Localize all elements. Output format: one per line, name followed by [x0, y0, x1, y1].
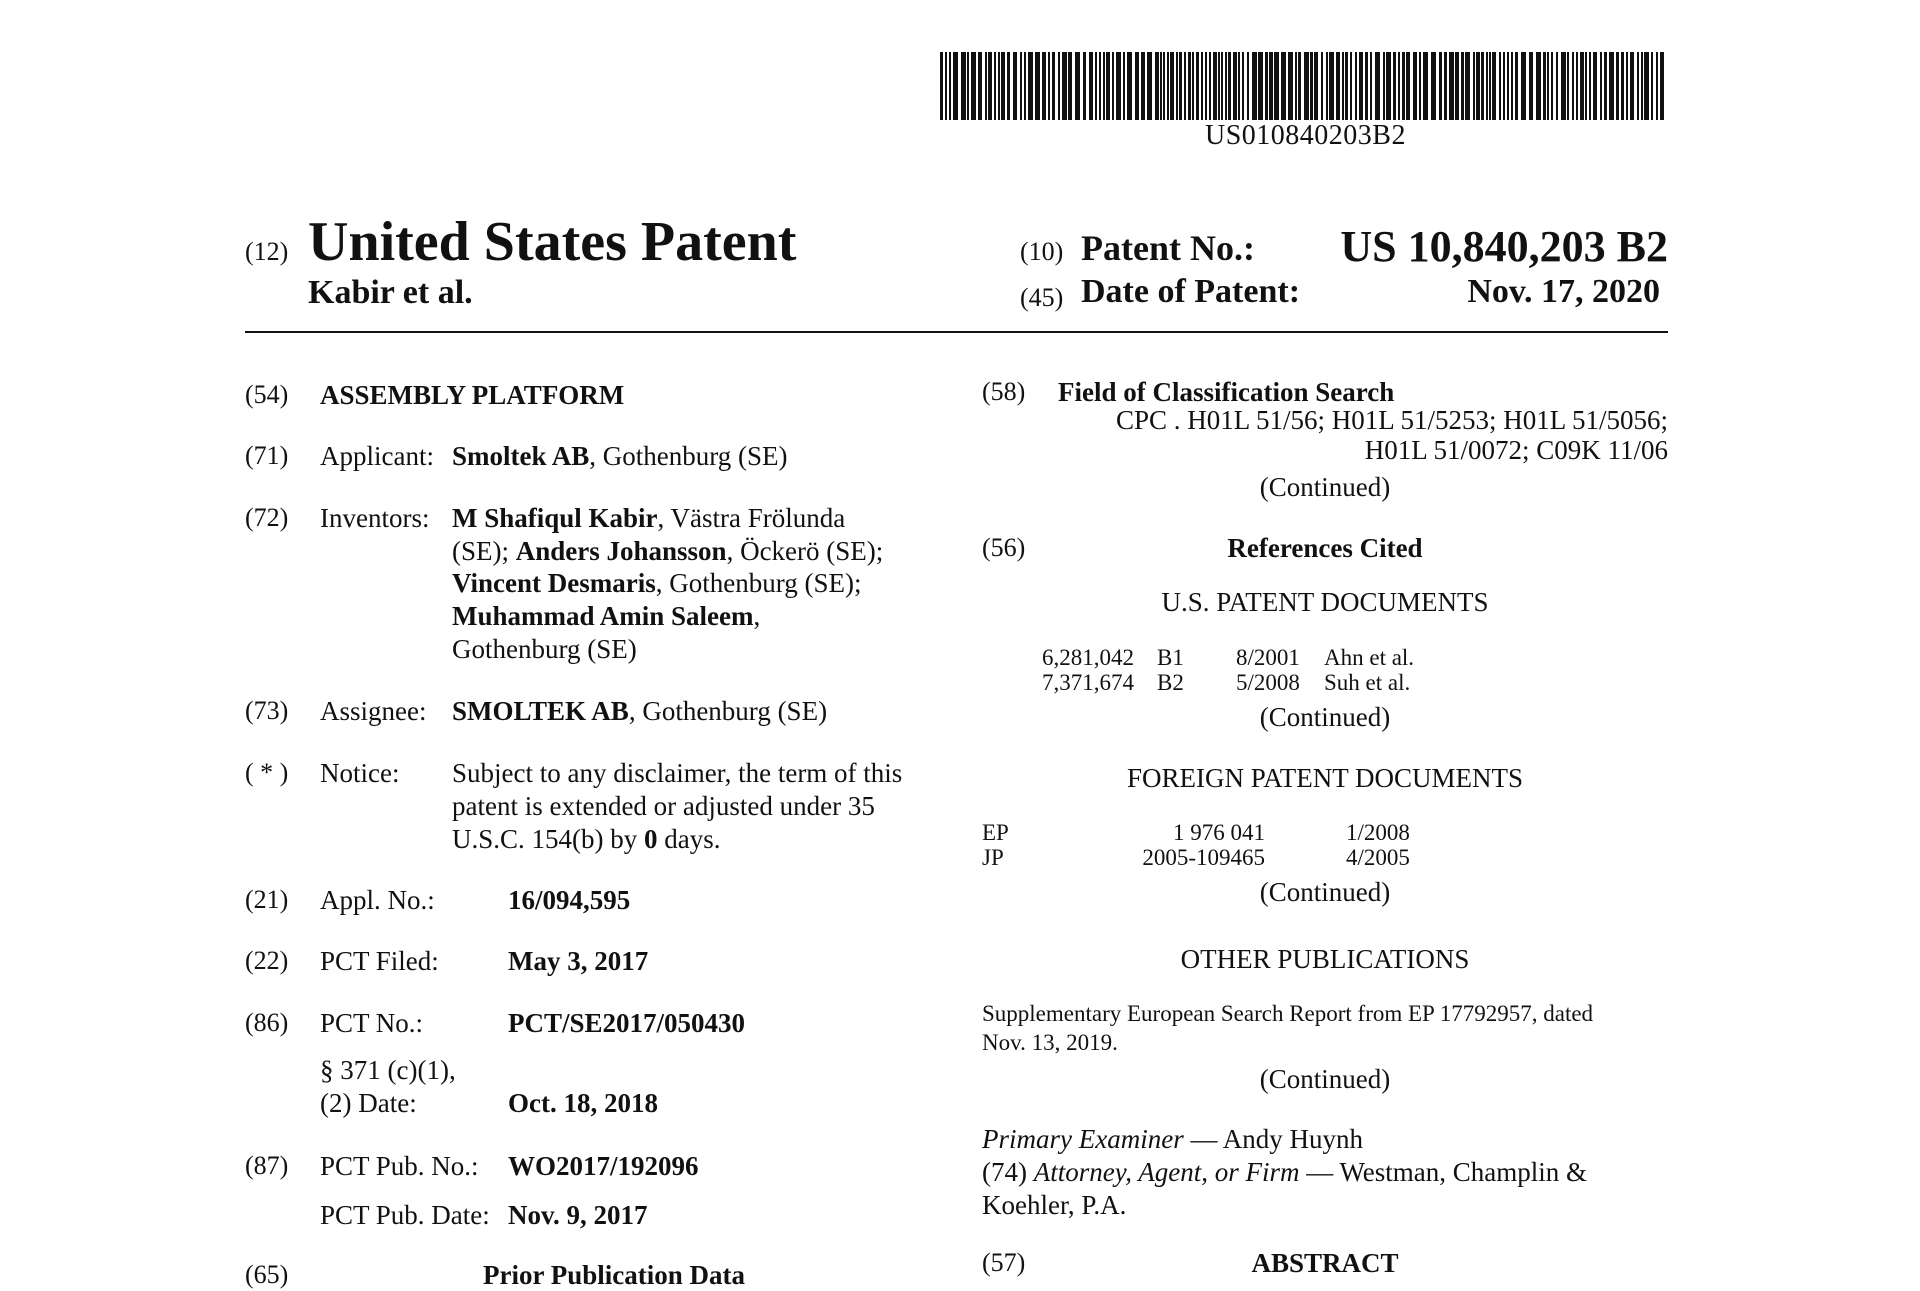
barcode-bar	[1147, 52, 1152, 120]
barcode-bar	[1196, 52, 1199, 120]
assignee-label: Assignee:	[320, 696, 427, 726]
notice-line-2: patent is extended or adjusted under 35	[452, 791, 875, 821]
attorney-line-1	[982, 1157, 1587, 1188]
barcode-bar	[1492, 52, 1496, 120]
code-56: (56)	[982, 533, 1026, 562]
barcode-bar	[1170, 52, 1174, 120]
barcode-bar	[961, 52, 966, 120]
pct-pub-date-label: PCT Pub. Date:	[320, 1200, 490, 1230]
attorney-dash: —	[1299, 1157, 1340, 1187]
barcode-graphic	[940, 52, 1666, 120]
inventor-line-2	[452, 536, 883, 567]
barcode-bar	[1192, 52, 1194, 120]
barcode-bar	[1486, 52, 1488, 120]
barcode-bar	[1024, 52, 1026, 120]
barcode-bar	[985, 52, 987, 120]
classification-continued: (Continued)	[1259, 472, 1391, 502]
barcode-bar	[1621, 52, 1624, 120]
barcode-bar	[1551, 52, 1553, 120]
code-73: (73)	[245, 696, 289, 725]
inventor-name-3: Vincent Desmaris	[452, 568, 656, 598]
barcode-bar	[1221, 52, 1223, 120]
barcode-bar	[1402, 52, 1405, 120]
us-doc-date: 8/2001	[1236, 645, 1300, 670]
barcode-bar	[1310, 52, 1313, 120]
barcode-bar	[1616, 52, 1619, 120]
us-doc-number: 7,371,674	[1042, 670, 1134, 695]
barcode-bar	[1062, 52, 1067, 120]
notice-label: Notice:	[320, 758, 400, 788]
inventor-line-4	[452, 601, 760, 632]
barcode-bar	[1238, 52, 1240, 120]
barcode-bar	[1321, 52, 1323, 120]
barcode-bar	[1481, 52, 1484, 120]
pct-no-label: PCT No.:	[320, 1008, 424, 1038]
foreign-doc-country: EP	[982, 820, 1009, 845]
inventor-location-2: , Öckerö (SE);	[726, 536, 884, 566]
us-doc-number: 6,281,042	[1042, 645, 1134, 670]
foreign-doc-date: 4/2005	[1346, 845, 1410, 870]
barcode-bar	[971, 52, 976, 120]
barcode-bar	[1359, 52, 1363, 120]
inventor-punct-4: ,	[753, 601, 761, 631]
barcode-bar	[1007, 52, 1010, 120]
primary-examiner	[982, 1124, 1363, 1155]
applicant-label: Applicant:	[320, 441, 434, 471]
barcode-bar	[1160, 52, 1162, 120]
barcode-bar	[1656, 52, 1658, 120]
barcode-bar	[1068, 52, 1072, 120]
barcode-bar	[1252, 52, 1257, 120]
other-publications-heading: OTHER PUBLICATIONS	[1180, 944, 1470, 974]
barcode-bar	[1099, 52, 1101, 120]
abstract-heading: ABSTRACT	[1251, 1248, 1399, 1278]
code-57: (57)	[982, 1248, 1026, 1277]
barcode-bar	[1503, 52, 1505, 120]
barcode-bar	[1001, 52, 1005, 120]
patent-number: US 10,840,203 B2	[1340, 222, 1668, 271]
us-docs-continued: (Continued)	[1259, 702, 1391, 732]
barcode-bar	[1155, 52, 1159, 120]
barcode-bar	[1350, 52, 1352, 120]
code-87: (87)	[245, 1151, 289, 1180]
assignee-name: SMOLTEK AB	[452, 696, 629, 726]
code-72: (72)	[245, 503, 289, 532]
barcode-bar	[1630, 52, 1634, 120]
attorney-label: Attorney, Agent, or Firm	[1033, 1157, 1300, 1187]
barcode-bar	[1567, 52, 1569, 120]
section-371-date-value: Oct. 18, 2018	[508, 1088, 658, 1118]
barcode-bar	[1281, 52, 1286, 120]
pct-pub-date-value: Nov. 9, 2017	[508, 1200, 648, 1230]
barcode-bar	[1383, 52, 1385, 120]
inventor-location-1b: (SE);	[452, 536, 516, 566]
barcode-bar	[1651, 52, 1653, 120]
applicant-name: Smoltek AB	[452, 441, 590, 471]
foreign-doc-country: JP	[982, 845, 1004, 870]
barcode-bar	[1515, 52, 1518, 120]
barcode-bar	[1406, 52, 1410, 120]
barcode-bar	[1176, 52, 1178, 120]
examiner-dash: —	[1183, 1124, 1223, 1154]
inventor-name-4: Muhammad Amin Saleem	[452, 601, 754, 631]
barcode-bar	[1205, 52, 1207, 120]
barcode-bar	[1413, 52, 1417, 120]
barcode-bar	[1209, 52, 1211, 120]
other-publication-line-1: Supplementary European Search Report from EP 17792957, dated	[982, 1001, 1594, 1026]
date-of-patent-label: Date of Patent:	[1081, 273, 1301, 310]
code-74: (74)	[982, 1157, 1027, 1187]
inventor-location-1: , Västra Frölunda	[657, 503, 846, 533]
barcode-bar	[1419, 52, 1421, 120]
barcode-bar	[1013, 52, 1017, 120]
barcode-bar	[1580, 52, 1584, 120]
barcode-bar	[1499, 52, 1501, 120]
barcode-bar	[1637, 52, 1639, 120]
barcode-bar	[1247, 52, 1249, 120]
barcode-bar	[998, 52, 1000, 120]
barcode-bar	[1439, 52, 1442, 120]
primary-examiner-label: Primary Examiner	[982, 1124, 1184, 1154]
barcode-bar	[940, 52, 943, 120]
foreign-doc-number: 1 976 041	[1173, 820, 1265, 845]
barcode-bar	[1547, 52, 1549, 120]
barcode-bar	[1431, 52, 1436, 120]
barcode-bar	[1288, 52, 1293, 120]
barcode-bar	[1476, 52, 1480, 120]
applicant-location: , Gothenburg (SE)	[589, 441, 788, 471]
barcode-bar	[1233, 52, 1237, 120]
appl-no-label: Appl. No.:	[320, 885, 435, 915]
barcode-bar	[1020, 52, 1022, 120]
barcode-bar	[1167, 52, 1169, 120]
barcode-bar	[978, 52, 982, 120]
barcode-bar	[967, 52, 969, 120]
applicant-value	[452, 441, 788, 472]
document-title: United States Patent	[308, 211, 797, 273]
barcode-bar	[1529, 52, 1533, 120]
barcode-bar	[1258, 52, 1263, 120]
barcode-bar	[1386, 52, 1391, 120]
inventor-line-5: Gothenburg (SE)	[452, 634, 637, 664]
attorney-line-2: Koehler, P.A.	[982, 1190, 1127, 1220]
barcode-bar	[994, 52, 996, 120]
barcode-bar	[1455, 52, 1459, 120]
barcode-bar	[1269, 52, 1273, 120]
us-doc-kind: B1	[1157, 645, 1184, 670]
notice-line-3-post: days.	[657, 824, 721, 854]
barcode-bar	[1218, 52, 1220, 120]
barcode-bar	[1304, 52, 1309, 120]
barcode-bar	[1660, 52, 1664, 120]
barcode-bar	[1536, 52, 1541, 120]
inventor-name-1: M Shafiqul Kabir	[452, 503, 658, 533]
code-86: (86)	[245, 1008, 289, 1037]
barcode-bar	[1329, 52, 1334, 120]
barcode-bar	[1089, 52, 1093, 120]
notice-days: 0	[644, 824, 658, 854]
barcode-bar	[1116, 52, 1121, 120]
other-publication-line-2: Nov. 13, 2019.	[982, 1030, 1118, 1055]
pct-pub-no-value: WO2017/192096	[508, 1151, 699, 1181]
barcode-bar	[1641, 52, 1643, 120]
barcode-bar	[1048, 52, 1050, 120]
barcode-bar	[988, 52, 992, 120]
barcode-bar	[1600, 52, 1602, 120]
classification-line-1: CPC . H01L 51/56; H01L 51/5253; H01L 51/5056;	[1115, 405, 1668, 435]
code-54: (54)	[245, 380, 289, 409]
code-65: (65)	[245, 1260, 289, 1289]
pct-no-value: PCT/SE2017/050430	[508, 1008, 746, 1038]
assignee-location: , Gothenburg (SE)	[628, 696, 828, 726]
barcode-bar	[1213, 52, 1217, 120]
barcode-bar	[1112, 52, 1114, 120]
barcode-bar	[1103, 52, 1105, 120]
barcode-number: US010840203B2	[1205, 120, 1406, 151]
code-58: (58)	[982, 377, 1026, 406]
code-22: (22)	[245, 946, 289, 975]
first-inventor: Kabir et al.	[308, 274, 473, 311]
foreign-doc-date: 1/2008	[1346, 820, 1410, 845]
barcode-bar	[1644, 52, 1649, 120]
barcode-bar	[1449, 52, 1454, 120]
foreign-doc-number: 2005-109465	[1142, 845, 1265, 870]
barcode-bar	[1326, 52, 1328, 120]
barcode-bar	[1593, 52, 1597, 120]
barcode-bar	[1163, 52, 1165, 120]
barcode-bar	[1184, 52, 1186, 120]
inventors-label: Inventors:	[320, 503, 430, 533]
us-doc-date: 5/2008	[1236, 670, 1300, 695]
barcode-bar	[1123, 52, 1125, 120]
barcode-bar	[1604, 52, 1607, 120]
notice-line-1: Subject to any disclaimer, the term of this	[452, 758, 903, 788]
barcode-bar	[1274, 52, 1279, 120]
barcode-bar	[1626, 52, 1628, 120]
barcode-bar	[1345, 52, 1348, 120]
barcode-bar	[1075, 52, 1080, 120]
barcode-bar	[1572, 52, 1574, 120]
barcode-bar	[1543, 52, 1546, 120]
barcode-bar	[1058, 52, 1060, 120]
inventor-line-1	[452, 503, 845, 534]
barcode-bar	[1201, 52, 1203, 120]
barcode-bar	[1589, 52, 1591, 120]
barcode-bar	[1393, 52, 1396, 120]
barcode-bar	[1265, 52, 1268, 120]
barcode-bar	[1511, 52, 1513, 120]
classification-heading: Field of Classification Search	[1058, 377, 1395, 407]
barcode-bar	[1228, 52, 1231, 120]
barcode-bar	[1365, 52, 1368, 120]
barcode-bar	[1028, 52, 1033, 120]
appl-no-value: 16/094,595	[508, 885, 631, 915]
barcode-bar	[1355, 52, 1357, 120]
barcode-bar	[949, 52, 951, 120]
barcode-bar	[945, 52, 947, 120]
barcode-bar	[1052, 52, 1055, 120]
classification-line-2: H01L 51/0072; C09K 11/06	[1364, 435, 1668, 465]
foreign-patent-documents-heading: FOREIGN PATENT DOCUMENTS	[1126, 763, 1524, 793]
barcode-bar	[1375, 52, 1380, 120]
barcode-bar	[1461, 52, 1464, 120]
section-371-label: § 371 (c)(1),	[320, 1055, 456, 1085]
inventor-line-3	[452, 568, 861, 599]
barcode-bar	[1444, 52, 1447, 120]
us-doc-kind: B2	[1157, 670, 1184, 695]
barcode-bar	[1489, 52, 1491, 120]
barcode-bar	[1521, 52, 1526, 120]
barcode-bar	[1135, 52, 1139, 120]
primary-examiner-name: Andy Huynh	[1222, 1124, 1363, 1154]
barcode-bar	[953, 52, 958, 120]
barcode-bar	[1083, 52, 1086, 120]
section-371-date-label: (2) Date:	[320, 1088, 417, 1118]
prior-publication-heading: Prior Publication Data	[483, 1260, 745, 1290]
barcode-bar	[1398, 52, 1400, 120]
barcode-bar	[1127, 52, 1132, 120]
notice-code: ( * )	[245, 758, 289, 787]
references-heading: References Cited	[1227, 533, 1423, 563]
barcode-bar	[1370, 52, 1372, 120]
barcode-bar	[1035, 52, 1040, 120]
notice-line-3	[452, 824, 721, 855]
barcode-bar	[1561, 52, 1566, 120]
barcode-bar	[1507, 52, 1509, 120]
barcode-bar	[1556, 52, 1558, 120]
patent-number-label: Patent No.:	[1081, 228, 1255, 268]
us-doc-name: Suh et al.	[1324, 670, 1411, 695]
code-12: (12)	[245, 237, 289, 266]
barcode-bar	[1225, 52, 1227, 120]
invention-title: ASSEMBLY PLATFORM	[320, 380, 625, 410]
barcode-bar	[1473, 52, 1475, 120]
code-10: (10)	[1020, 237, 1064, 266]
attorney-name-1: Westman, Champlin &	[1339, 1157, 1588, 1187]
inventor-location-3: , Gothenburg (SE);	[655, 568, 862, 598]
barcode-bar	[1188, 52, 1191, 120]
barcode-bar	[1342, 52, 1344, 120]
barcode-bar	[1298, 52, 1301, 120]
us-patent-documents-heading: U.S. PATENT DOCUMENTS	[1161, 587, 1489, 617]
barcode-bar	[1295, 52, 1297, 120]
other-pubs-continued: (Continued)	[1259, 1064, 1391, 1094]
code-21: (21)	[245, 885, 289, 914]
us-doc-name: Ahn et al.	[1324, 645, 1415, 670]
date-of-patent: Nov. 17, 2020	[1467, 273, 1660, 310]
code-45: (45)	[1020, 283, 1064, 312]
pct-filed-value: May 3, 2017	[508, 946, 649, 976]
barcode-bar	[1242, 52, 1244, 120]
assignee-value	[452, 696, 827, 727]
barcode-bar	[1336, 52, 1340, 120]
barcode-bar	[1576, 52, 1578, 120]
barcode-bar	[1095, 52, 1097, 120]
barcode-bar	[1585, 52, 1587, 120]
barcode-bar	[1179, 52, 1182, 120]
pct-pub-no-label: PCT Pub. No.:	[320, 1151, 479, 1181]
code-71: (71)	[245, 441, 289, 470]
barcode-bar	[1423, 52, 1428, 120]
header-rule	[245, 331, 1668, 333]
barcode-bar	[1106, 52, 1110, 120]
barcode-bar	[1042, 52, 1046, 120]
barcode-bar	[1314, 52, 1318, 120]
barcode-bar	[1141, 52, 1145, 120]
barcode-bar	[1609, 52, 1614, 120]
foreign-docs-continued: (Continued)	[1259, 877, 1391, 907]
notice-line-3-pre: U.S.C. 154(b) by	[452, 824, 645, 854]
barcode-bar	[1465, 52, 1470, 120]
pct-filed-label: PCT Filed:	[320, 946, 439, 976]
inventor-name-2: Anders Johansson	[515, 536, 727, 566]
